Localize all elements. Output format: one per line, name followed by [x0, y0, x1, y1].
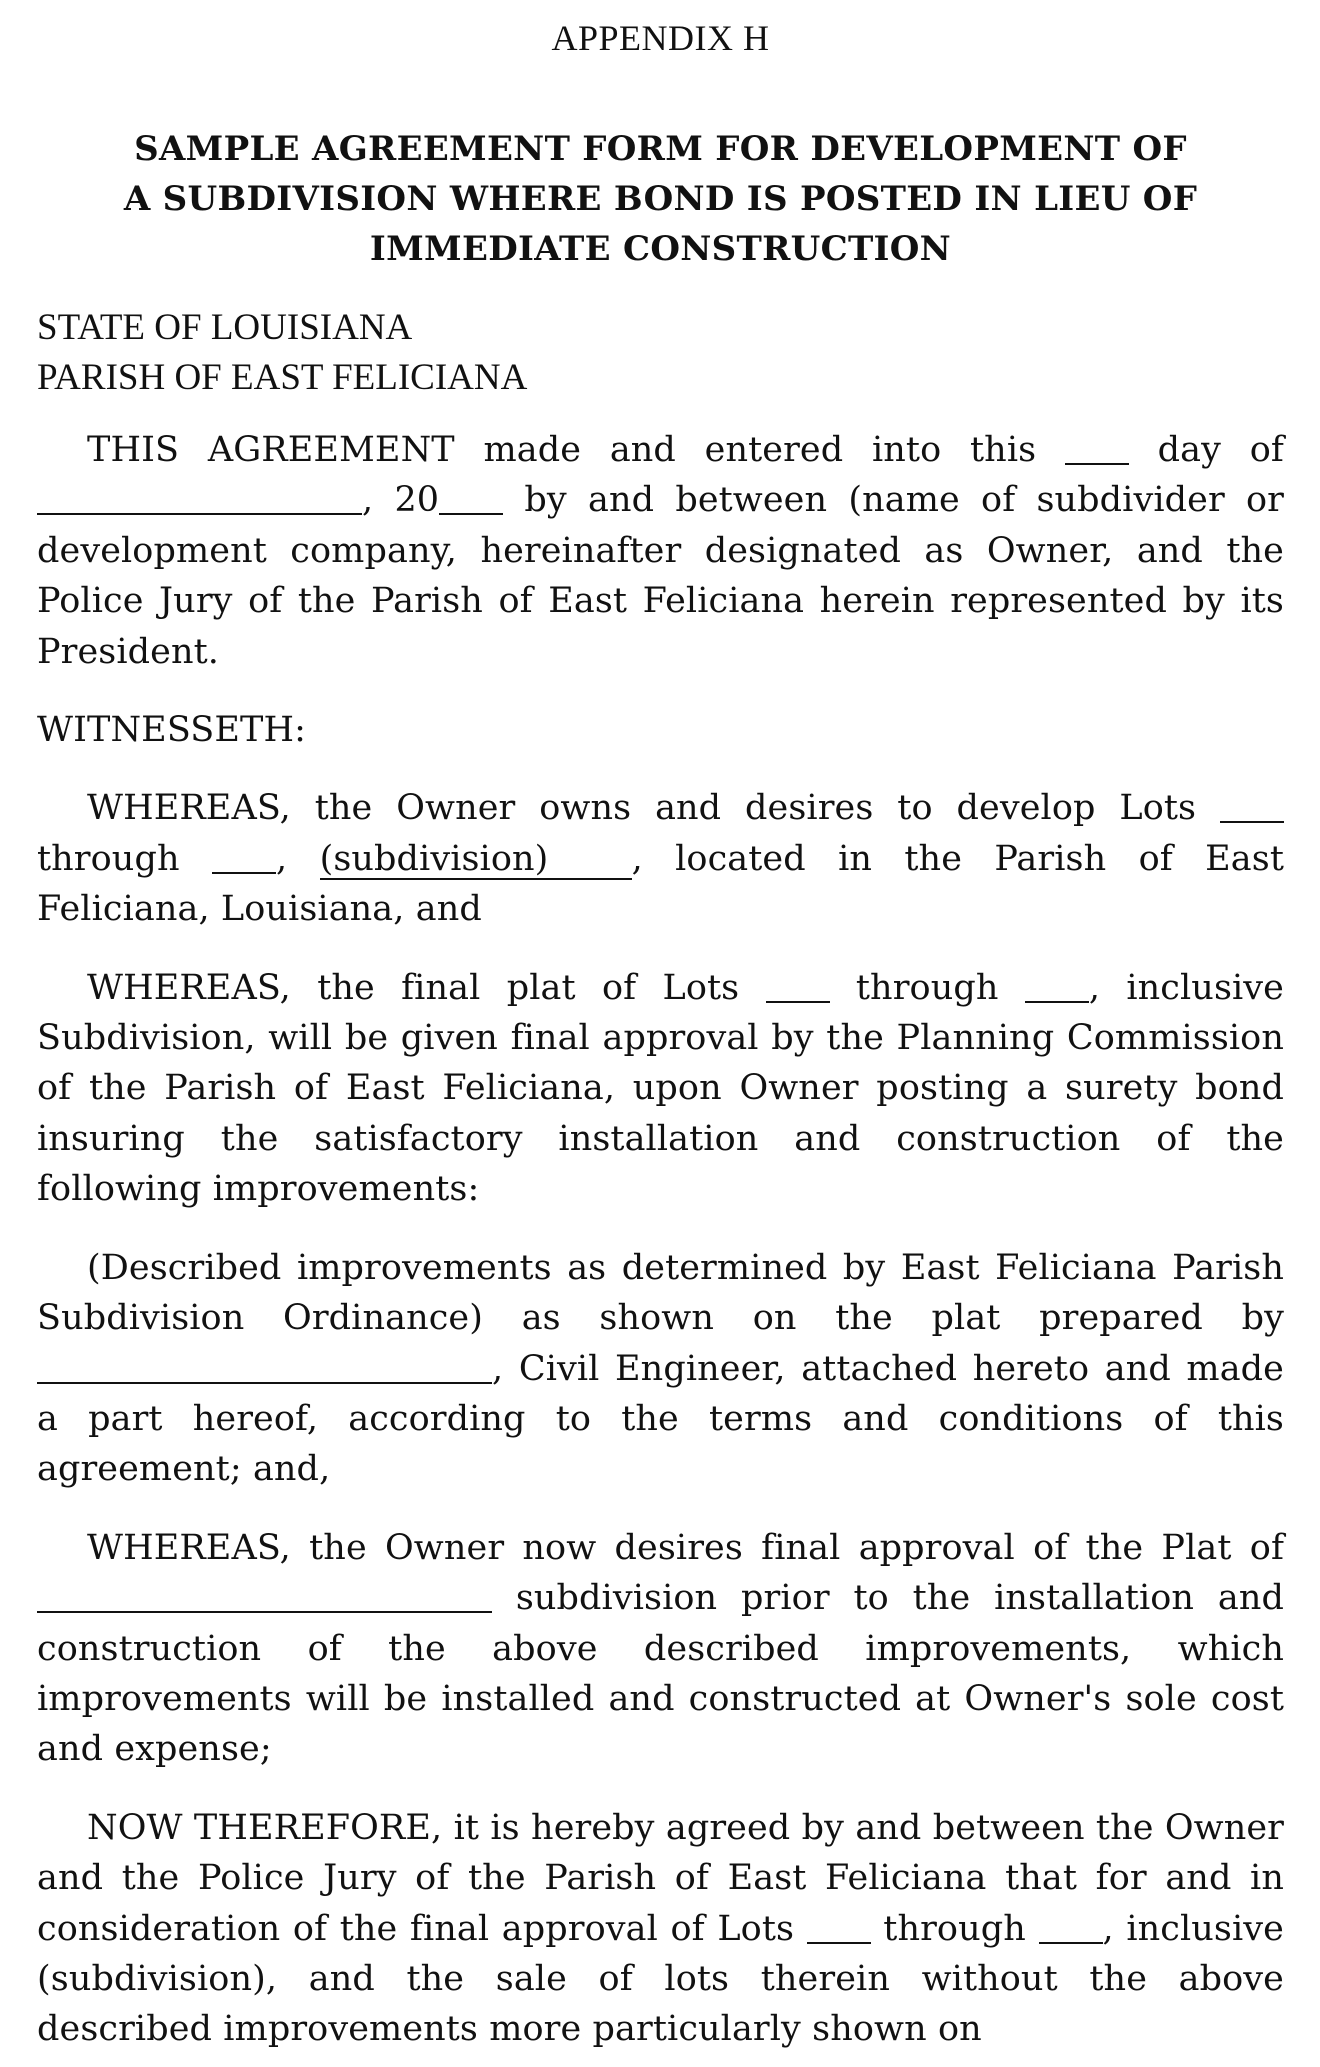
- title-line-3: IMMEDIATE CONSTRUCTION: [369, 229, 952, 269]
- witnesseth-heading: WITNESSETH:: [37, 710, 306, 751]
- day-blank: [1065, 428, 1129, 465]
- whereas-paragraph-1: [37, 783, 1284, 934]
- lot-to-blank: [212, 837, 276, 874]
- whereas-paragraph-2: [37, 963, 1284, 1215]
- whereas3-text-2: subdivision prior to the installation and construction of the above described improvements, which improvements will be installed and constructed at Owner's sole cost and expense;: [37, 1578, 1285, 1770]
- final-lot-to-blank: [1039, 1907, 1103, 1944]
- agreement-text-4: by and between (name of subdivider or development company, hereinafter designated as Owner, and the Police Jury of the Parish of East Feliciana herein represented by its President.: [37, 480, 1285, 672]
- described-text-2: , Civil Engineer, attached hereto and made a part hereof, according to the terms and conditions of this agreement; and,: [37, 1348, 1284, 1490]
- improvements-paragraph: [37, 1243, 1284, 1495]
- plat-subdivision-blank: [37, 1576, 492, 1613]
- engineer-blank: [37, 1347, 492, 1384]
- now-therefore-text-3: , inclusive (subdivision), and the sale of lots therein without the above described improvements more particularly shown on: [37, 1908, 1284, 2050]
- agreement-paragraph: [37, 425, 1284, 677]
- venue-parish: PARISH OF EAST FELICIANA: [37, 357, 528, 398]
- subdivision-label: (subdivision): [319, 838, 549, 879]
- agreement-text-2: day of: [1157, 430, 1284, 470]
- agreement-text-3: , 20: [362, 480, 440, 521]
- title-line-1: SAMPLE AGREEMENT FORM FOR DEVELOPMENT OF: [134, 129, 1187, 169]
- whereas1-text-1: WHEREAS, the Owner owns and desires to develop Lots: [87, 788, 1197, 829]
- now-therefore-text-1: NOW THEREFORE, it is hereby agreed by and between the Owner and the Police Jury of the Parish of East Feliciana that for and in consideration of the final approval of Lots: [37, 1807, 1284, 1949]
- whereas2-text-1: WHEREAS, the final plat of Lots: [87, 967, 740, 1008]
- whereas2-text-3: , inclusive Subdivision, will be given final approval by the Planning Commission of the Parish of East Feliciana, upon Owner posting a surety bond insuring the satisfactory installation and construction of the following improvements:: [37, 967, 1284, 1210]
- now-therefore-text-2: through: [883, 1908, 1026, 1949]
- venue-state: STATE OF LOUISIANA: [37, 307, 413, 348]
- year-blank: [439, 478, 503, 515]
- whereas2-text-2: through: [855, 967, 999, 1008]
- whereas3-text-1: WHEREAS, the Owner now desires final approval of the Plat of: [87, 1527, 1284, 1568]
- month-blank: [37, 478, 362, 515]
- agreement-text-1: THIS AGREEMENT made and entered into this: [87, 430, 1037, 470]
- whereas1-text-3: ,: [275, 838, 288, 879]
- plat-lot-to-blank: [1025, 966, 1089, 1003]
- whereas1-text-4: , located in the Parish of East Feliciana, Louisiana, and: [37, 838, 1284, 930]
- title-line-2: A SUBDIVISION WHERE BOND IS POSTED IN LIEU OF: [123, 179, 1198, 219]
- now-therefore-paragraph: [37, 1803, 1284, 2055]
- whereas1-text-2: through: [37, 838, 180, 879]
- whereas-paragraph-3: [37, 1523, 1284, 1775]
- document-title: [37, 124, 1284, 274]
- final-lot-from-blank: [807, 1907, 871, 1944]
- venue-block: [37, 303, 1284, 403]
- lot-from-blank: [1220, 786, 1284, 823]
- plat-lot-from-blank: [766, 966, 830, 1003]
- appendix-heading: APPENDIX H: [551, 18, 770, 58]
- subdivision-name-field: [320, 840, 632, 881]
- described-text-1: (Described improvements as determined by East Feliciana Parish Subdivision Ordinance) as shown on the plat prepared by: [37, 1247, 1284, 1339]
